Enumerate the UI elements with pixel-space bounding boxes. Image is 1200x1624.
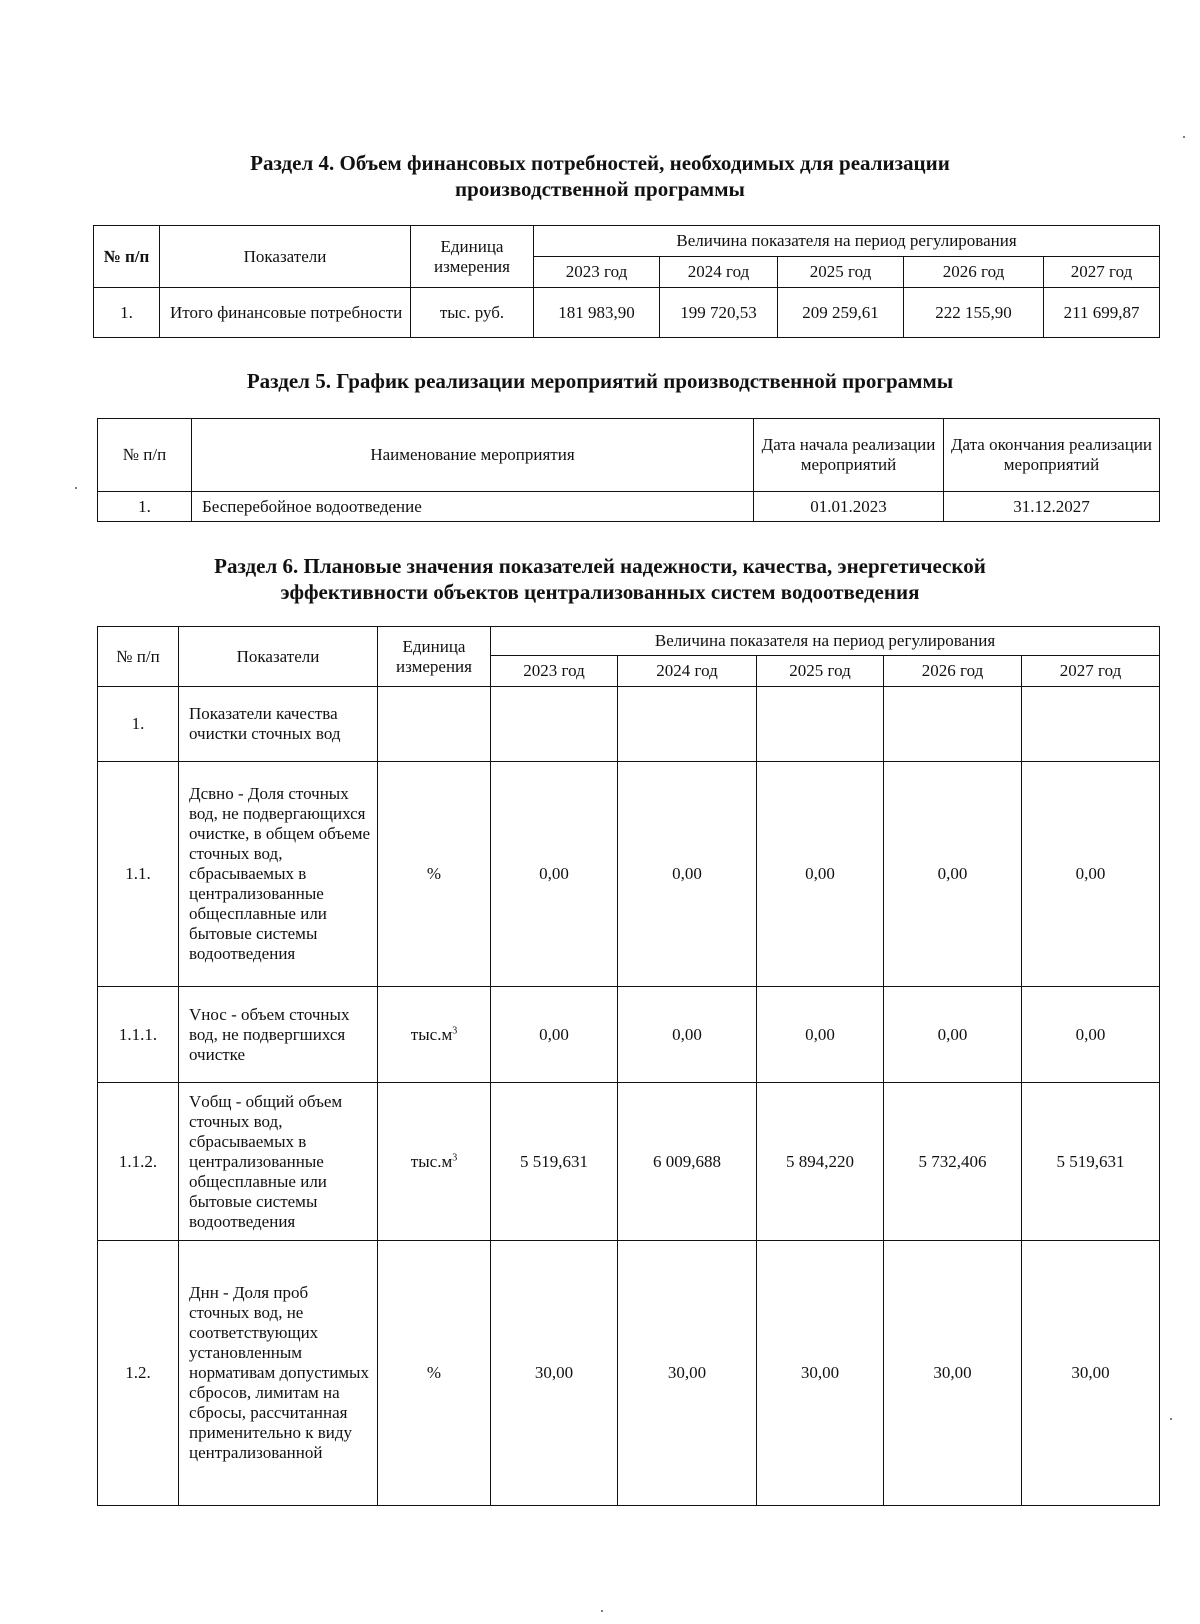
col-header-end: Дата окончания реализации мероприятий <box>944 419 1160 492</box>
section6-title-line2: эффективности объектов централизованных систем водоотведения <box>280 580 920 604</box>
section6-title-line1: Раздел 6. Плановые значения показателей надежности, качества, энергетической <box>214 554 986 578</box>
row-unit-text: тыс.м <box>410 1024 453 1044</box>
scan-speck <box>1170 1418 1172 1420</box>
row-unit-text: % <box>426 864 442 883</box>
row-end: 31.12.2027 <box>944 492 1160 522</box>
row-indicator: Итого финансовые потребности <box>160 288 411 338</box>
row-value: 0,00 <box>618 762 757 987</box>
col-header-year: 2024 год <box>618 656 757 687</box>
col-header-indicator: Показатели <box>179 627 378 687</box>
row-value: 0,00 <box>1022 762 1160 987</box>
row-indicator: Vнос - объем сточных вод, не подвергшихся очистке <box>179 987 378 1083</box>
row-value: 0,00 <box>491 987 618 1083</box>
col-header-year: 2025 год <box>757 656 884 687</box>
row-unit-text: % <box>426 1363 442 1382</box>
col-header-year: 2027 год <box>1022 656 1160 687</box>
row-value <box>1022 687 1160 762</box>
row-value: 181 983,90 <box>534 288 660 338</box>
scan-speck <box>1183 136 1185 138</box>
col-header-year: 2027 год <box>1044 257 1160 288</box>
row-name: Бесперебойное водоотведение <box>192 492 754 522</box>
row-value <box>618 687 757 762</box>
row-unit-sup: 3 <box>452 1024 458 1036</box>
scan-speck <box>601 1610 603 1612</box>
row-value: 0,00 <box>757 987 884 1083</box>
scan-speck <box>75 487 77 489</box>
row-num: 1. <box>94 288 160 338</box>
row-unit <box>378 987 491 1083</box>
col-header-year: 2023 год <box>491 656 618 687</box>
row-num: 1.1.1. <box>98 987 179 1083</box>
row-start: 01.01.2023 <box>754 492 944 522</box>
row-value: 30,00 <box>491 1241 618 1506</box>
row-value: 0,00 <box>757 762 884 987</box>
row-value: 0,00 <box>618 987 757 1083</box>
row-indicator: Показатели качества очистки сточных вод <box>179 687 378 762</box>
row-value: 5 519,631 <box>491 1083 618 1241</box>
row-unit-sup: 3 <box>452 1151 458 1163</box>
col-header-num: № п/п <box>98 419 192 492</box>
row-num: 1.2. <box>98 1241 179 1506</box>
row-value: 211 699,87 <box>1044 288 1160 338</box>
section4-title-line2: производственной программы <box>455 177 745 201</box>
col-header-unit: Единица измерения <box>411 226 534 288</box>
row-unit-text: тыс.м <box>410 1151 453 1171</box>
row-indicator: Днн - Доля проб сточных вод, не соответствующих установленным нормативам допустимых сбросов, лимитам на сбросы, рассчитанная применительно к виду централизованной <box>179 1241 378 1506</box>
row-value: 30,00 <box>884 1241 1022 1506</box>
row-value: 5 894,220 <box>757 1083 884 1241</box>
schedule-table <box>97 418 1160 522</box>
row-value: 30,00 <box>757 1241 884 1506</box>
row-value: 5 732,406 <box>884 1083 1022 1241</box>
col-header-start: Дата начала реализации мероприятий <box>754 419 944 492</box>
table-row <box>98 687 1160 762</box>
col-header-year: 2023 год <box>534 257 660 288</box>
table-row <box>98 1241 1160 1506</box>
row-value: 0,00 <box>884 762 1022 987</box>
row-value: 209 259,61 <box>778 288 904 338</box>
col-header-period: Величина показателя на период регулирования <box>491 627 1160 656</box>
col-header-indicator: Показатели <box>160 226 411 288</box>
row-num: 1.1. <box>98 762 179 987</box>
financial-needs-table <box>93 225 1160 338</box>
row-value: 6 009,688 <box>618 1083 757 1241</box>
table-row <box>98 492 1160 522</box>
row-value: 0,00 <box>491 762 618 987</box>
row-value: 222 155,90 <box>904 288 1044 338</box>
section5-title: Раздел 5. График реализации мероприятий производственной программы <box>246 369 954 393</box>
col-header-num: № п/п <box>98 627 179 687</box>
col-header-name: Наименование мероприятия <box>192 419 754 492</box>
row-value: 30,00 <box>618 1241 757 1506</box>
row-value: 0,00 <box>1022 987 1160 1083</box>
col-header-num: № п/п <box>94 226 160 288</box>
row-indicator: Vобщ - общий объем сточных вод, сбрасываемых в централизованные общесплавные или бытовые системы водоотведения <box>179 1083 378 1241</box>
row-value: 30,00 <box>1022 1241 1160 1506</box>
col-header-year: 2026 год <box>904 257 1044 288</box>
section4-title <box>140 150 1060 202</box>
row-num: 1. <box>98 492 192 522</box>
row-unit <box>378 687 491 762</box>
row-unit <box>378 1083 491 1241</box>
table-row <box>98 1083 1160 1241</box>
col-header-period: Величина показателя на период регулирования <box>534 226 1160 257</box>
row-value <box>757 687 884 762</box>
table-row <box>98 762 1160 987</box>
row-indicator: Дсвно - Доля сточных вод, не подвергающихся очистке, в общем объеме сточных вод, сбрасываемых в централизованные общесплавные или бытовые системы водоотведения <box>179 762 378 987</box>
row-unit: тыс. руб. <box>411 288 534 338</box>
col-header-year: 2024 год <box>660 257 778 288</box>
table-row <box>98 987 1160 1083</box>
row-value: 0,00 <box>884 987 1022 1083</box>
row-value <box>884 687 1022 762</box>
col-header-unit: Единица измерения <box>378 627 491 687</box>
col-header-year: 2026 год <box>884 656 1022 687</box>
section4-title-line1: Раздел 4. Объем финансовых потребностей, необходимых для реализации <box>250 151 950 175</box>
section6-title <box>140 553 1060 605</box>
row-unit <box>378 1241 491 1506</box>
table-row <box>94 288 1160 338</box>
col-header-year: 2025 год <box>778 257 904 288</box>
row-value: 199 720,53 <box>660 288 778 338</box>
row-unit <box>378 762 491 987</box>
row-value: 5 519,631 <box>1022 1083 1160 1241</box>
row-value <box>491 687 618 762</box>
row-num: 1. <box>98 687 179 762</box>
row-num: 1.1.2. <box>98 1083 179 1241</box>
indicators-table <box>97 626 1160 1506</box>
